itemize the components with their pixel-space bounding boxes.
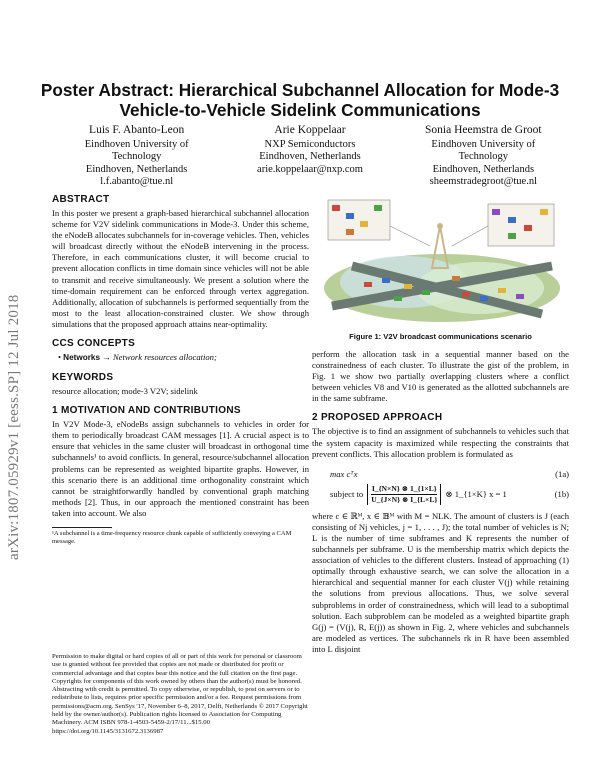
author-location: Eindhoven, Netherlands (85, 163, 188, 175)
author-name: Arie Koppelaar (274, 124, 346, 136)
scenario-figure (312, 196, 569, 324)
connector-line (390, 226, 430, 246)
abstract-heading: ABSTRACT (52, 194, 110, 205)
keywords-text: resource allocation; mode-3 V2V; sidelink (52, 386, 198, 397)
section1-heading: 1 MOTIVATION AND CONTRIBUTIONS (52, 405, 241, 417)
author-email: arie.koppelaar@nxp.com (257, 163, 363, 175)
abstract-text: In this poster we present a graph-based hierarchical subchannel allocation scheme for V2V sidelink communications in Mode-3. Under this scheme, the eNodeB allocates subchannels for in-coverage vehicles. Then, vehicles will broadcast directly without the eNodeB intervening in the process. Therefore, in each communications cluster, it will become crucial to prevent allocation conflicts in time domain since vehicles will not be able to transmit and receive simultaneously. We present a solution where the time-domain requirement can be enforced through vertex aggregation. Additionally, allocation of subchannels is performed sequentially from the most to the least allocation-constrained cluster. We show through simulations that the proposed approach attains near-optimality. (52, 208, 309, 329)
equation-1a (312, 468, 569, 480)
right-body-text: where c ∈ ℝᴹ, x ∈ 𝔹ᴹ with M = NLK. The amount of clusters is J (each consisting of Nj vehicles, j = 1, . . . , J); the total number of vehicles is N; L is the number of time subframes and K represents the number of subchannels per subframe. U is the membership matrix which depicts the association of vehicles to the different clusters. Instead of approaching (1) optimally through exhaustive search, we can solve the allocation in a hierarchical and sequential manner for each cluster V(j) while retaining the solutions from previous allocations. Thus, we solve several subproblems in order of constrainedness, which will lead to a suboptimal solution. Each subproblem can be modeled as a weighted bipartite graph G(j) = (V(j), R, E(j)) as shown in Fig. 2, where vehicles and subchannels are modeled as vertices. The subchannels rk in R have been assembled into L disjoint (312, 510, 569, 654)
matrix-bottom: U_{J×N} ⊗ I_{L×L} (371, 494, 438, 504)
eq-lhs: max (330, 468, 345, 479)
figure-caption: Figure 1: V2V broadcast communications scenario (349, 332, 532, 341)
eq-tag: (1b) (554, 489, 569, 500)
author-3 (397, 124, 570, 189)
author-name: Luis F. Abanto-Leon (89, 124, 185, 136)
author-affiliation: Eindhoven University of (84, 138, 189, 150)
paper-title: Poster Abstract: Hierarchical Subchannel Allocation for Mode-3 Vehicle-to-Vehicle Sidelink Communications (40, 80, 560, 120)
ccs-bullet: • Networks → Network resources allocation; (58, 352, 217, 363)
author-affiliation: Technology (111, 151, 162, 163)
section1-text: In V2V Mode-3, eNodeBs assign subchannels to vehicles in order for them to periodically broadcast CAM messages [1]. A crucial aspect is to ensure that vehicles in the same cluster will broadcast in orthogonal time subchannels¹ to avoid conflicts. In general, resource/subchannel allocation problems can be represented as weighted bipartite graphs. However, in this scenario there is an additional time orthogonality constraint which cannot be straightforwardly handled by conventional graph matching methods [2]. Thus, in our approach the mentioned constraint has been taken into account. We also (52, 419, 309, 518)
author-email: sheemstradegroot@tue.nl (429, 176, 537, 188)
copyright-block: Permission to make digital or hard copies of all or part of this work for personal or classroom use is granted without fee provided that copies are not made or distributed for profit or commercial advantage and that copies bear this notice and the full citation on the first page. Copyrights for components of this work owned by others than the author(s) must be honored. Abstracting with credit is permitted. To copy otherwise, or republish, to post on servers or to redistribute to lists, requires prior specific permission and/or a fee. Request permissions from permissions@acm.org. SenSys '17, November 6–8, 2017, Delft, Netherlands © 2017 Copyright held by the owner/author(s). Publication rights licensed to Association for Computing Machinery. ACM ISBN 978-1-4503-5459-2/17/11...$15.00 https://doi.org/10.1145/3131672.3136987 (52, 653, 308, 735)
author-email: l.f.abanto@tue.nl (100, 176, 174, 188)
subchannel-grid-left (328, 200, 390, 240)
eq-tag: (1a) (555, 468, 569, 479)
author-affiliation: Eindhoven University of (431, 138, 536, 150)
scenario-illustration (312, 196, 569, 324)
connector-line (452, 226, 488, 246)
footnote: ¹A subchannel is a time-frequency resource chunk capable of sufficiently conveying a CAM message. (52, 529, 292, 545)
ccs-arrow: → (102, 352, 111, 363)
author-affiliation: Technology (458, 151, 509, 163)
section2-text: The objective is to find an assignment of subchannels to vehicles such that the system capacity is maximized while respecting the constraints that prevent conflicts. This allocation problem is formulated as (312, 426, 569, 459)
author-location: Eindhoven, Netherlands (259, 151, 361, 163)
left-column (52, 194, 309, 546)
arxiv-identifier: arXiv:1807.05929v1 [eess.SP] 12 Jul 2018 (6, 294, 22, 560)
ccs-italic: Network resources allocation; (112, 352, 217, 363)
author-2 (223, 124, 396, 189)
matrix-top: I_{N×N} ⊗ 1_{1×L} (371, 483, 437, 493)
author-affiliation: NXP Semiconductors (264, 138, 356, 150)
equation-1b (312, 484, 569, 505)
ccs-bold: Networks (63, 353, 101, 363)
right-column (312, 196, 569, 663)
right-intro-text: perform the allocation task in a sequential manner based on the constrainedness of each cluster. To illustrate the gist of the problem, in Fig. 1 we show two partially overlapping clusters where a conflict between vehicles V8 and V10 is generated as the allotted subchannels are in the same subframe. (312, 349, 569, 404)
keywords-heading: KEYWORDS (52, 372, 114, 384)
author-1 (50, 124, 223, 189)
ccs-heading: CCS CONCEPTS (52, 338, 136, 350)
constraint-matrix (367, 484, 441, 505)
eq-lhs: subject to (330, 489, 364, 500)
footnote-rule (52, 527, 112, 528)
subchannel-grid-right (488, 204, 554, 246)
section2-heading: 2 PROPOSED APPROACH (312, 412, 443, 424)
eq-expr: cᵀx (346, 468, 358, 479)
author-name: Sonia Heemstra de Groot (425, 124, 542, 136)
eq-rhs: ⊗ 1_{1×K} x = 1 (445, 488, 507, 499)
author-location: Eindhoven, Netherlands (432, 163, 535, 175)
author-block (50, 124, 570, 189)
